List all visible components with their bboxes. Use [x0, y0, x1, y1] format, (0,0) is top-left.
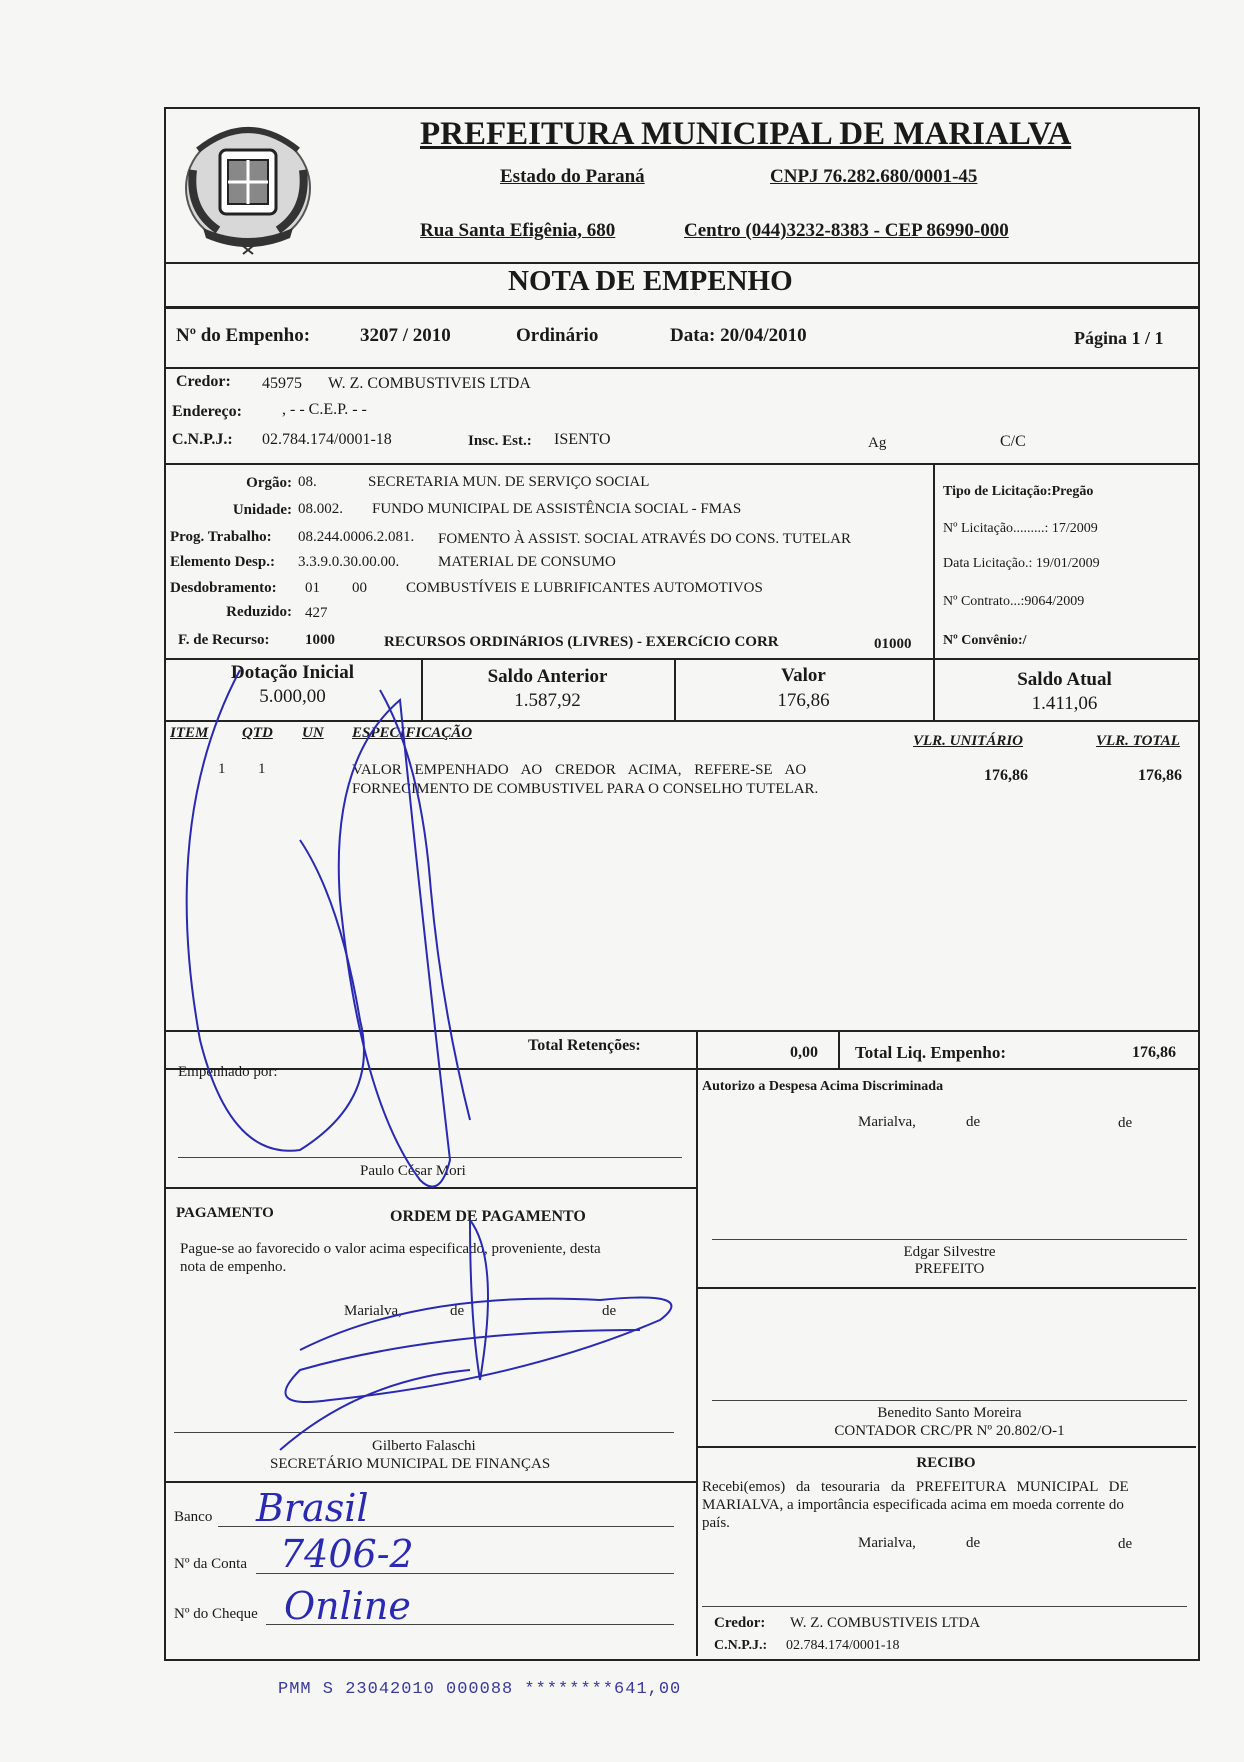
liquido-value: 176,86	[1132, 1044, 1176, 1061]
empenhado-label: Empenhado por:	[178, 1064, 278, 1080]
signature-line	[712, 1239, 1187, 1240]
empenho-number: 3207 / 2010	[360, 325, 451, 346]
autorizo-de-1: de	[966, 1114, 981, 1130]
pagamento-label: PAGAMENTO	[176, 1205, 274, 1221]
item-number: 1	[218, 761, 226, 777]
divider	[164, 306, 1198, 309]
desdobramento-code-2: 00	[352, 580, 367, 596]
payment-stamp: PMM S 23042010 000088 ********641,00	[278, 1680, 682, 1699]
banco-label: Banco	[174, 1509, 213, 1525]
prog-label: Prog. Trabalho:	[170, 529, 272, 545]
recurso-code: 1000	[305, 632, 335, 648]
retencoes-label: Total Retenções:	[528, 1037, 641, 1054]
reduzido-value: 427	[305, 605, 328, 621]
pagamento-de-2: de	[602, 1303, 617, 1319]
secretario-name: Gilberto Falaschi	[372, 1438, 476, 1454]
divider	[696, 1030, 698, 1656]
municipality-contact: Centro (044)3232-8383 - CEP 86990-000	[684, 220, 1009, 241]
municipality-cnpj: CNPJ 76.282.680/0001-45	[770, 166, 978, 187]
ordem-pagamento-label: ORDEM DE PAGAMENTO	[390, 1208, 586, 1225]
col-total-value: VLR. TOTAL	[1096, 733, 1180, 749]
autorizo-place: Marialva,	[858, 1114, 916, 1130]
unidade-code: 08.002.	[298, 501, 343, 517]
conta-handwriting: 7406-2	[280, 1532, 414, 1576]
conta-label: Nº da Conta	[174, 1556, 247, 1572]
divider	[696, 1446, 1196, 1448]
page-number: Página 1 / 1	[1074, 328, 1164, 348]
recurso-label: F. de Recurso:	[178, 632, 270, 648]
empenho-date: Data: 20/04/2010	[670, 325, 807, 346]
cnpj-label: C.N.P.J.:	[172, 431, 233, 448]
cheque-handwriting: Online	[284, 1584, 411, 1628]
autorizo-label: Autorizo a Despesa Acima Discriminada	[702, 1079, 944, 1094]
recibo-text-3: país.	[702, 1515, 730, 1531]
col-unit-value: VLR. UNITÁRIO	[913, 733, 1024, 749]
dotacao-label: Dotação Inicial	[231, 662, 354, 683]
item-spec-line-1: VALOR EMPENHADO AO CREDOR ACIMA, REFERE-SE AO	[352, 762, 807, 778]
recibo-place: Marialva,	[858, 1535, 916, 1551]
insc-label: Insc. Est.:	[468, 433, 532, 449]
retencoes-value: 0,00	[790, 1044, 818, 1061]
pagamento-de-1: de	[450, 1303, 465, 1319]
state-name: Estado do Paraná	[500, 166, 645, 187]
desdobramento-label: Desdobramento:	[170, 580, 277, 596]
recurso-name: RECURSOS ORDINáRIOS (LIVRES) - EXERCíCIO CORR	[384, 634, 779, 650]
saldo-anterior-label: Saldo Anterior	[487, 666, 608, 687]
item-spec-line-2: FORNECIMENTO DE COMBUSTIVEL PARA O CONSELHO TUTELAR.	[352, 781, 819, 797]
credor-label: Credor:	[176, 373, 231, 390]
credor-name: W. Z. COMBUSTIVEIS LTDA	[328, 375, 531, 392]
divider	[164, 367, 1198, 369]
saldo-atual-label: Saldo Atual	[1017, 669, 1112, 690]
orgao-code: 08.	[298, 474, 317, 490]
address-label: Endereço:	[172, 403, 242, 420]
account-label: C/C	[1000, 433, 1026, 450]
prefeito-name: Edgar Silvestre	[903, 1244, 996, 1260]
dotacao-value: 5.000,00	[259, 686, 326, 707]
recibo-cnpj: 02.784.174/0001-18	[786, 1638, 900, 1653]
unidade-name: FUNDO MUNICIPAL DE ASSISTÊNCIA SOCIAL - FMAS	[372, 501, 742, 517]
licitacao-type: Tipo de Licitação:Pregão	[943, 484, 1094, 499]
desdobramento-code-1: 01	[305, 580, 320, 596]
item-qtd: 1	[258, 761, 266, 777]
elemento-label: Elemento Desp.:	[170, 554, 275, 570]
document-title: NOTA DE EMPENHO	[508, 265, 793, 297]
divider	[164, 1068, 1198, 1070]
recibo-text-1: Recebi(emos) da tesouraria da PREFEITURA MUNICIPAL DE	[702, 1479, 1129, 1495]
recibo-label: RECIBO	[916, 1455, 976, 1471]
saldo-anterior-value: 1.587,92	[514, 690, 581, 711]
cheque-label: Nº do Cheque	[174, 1606, 258, 1622]
divider	[164, 463, 1198, 465]
secretario-role: SECRETÁRIO MUNICIPAL DE FINANÇAS	[270, 1456, 551, 1472]
recibo-de-2: de	[1118, 1536, 1133, 1552]
empenhado-signer: Paulo César Mori	[360, 1163, 466, 1179]
divider	[696, 1287, 1196, 1289]
divider	[164, 1030, 1198, 1032]
valor-value: 176,86	[777, 690, 830, 711]
col-qtd: QTD	[242, 725, 273, 741]
divider	[164, 1481, 696, 1483]
unidade-label: Unidade:	[232, 502, 292, 518]
credor-insc: ISENTO	[554, 431, 611, 448]
recibo-credor-name: W. Z. COMBUSTIVEIS LTDA	[790, 1615, 981, 1631]
recibo-de-1: de	[966, 1535, 981, 1551]
licitacao-date: Data Licitação.: 19/01/2009	[943, 556, 1100, 571]
recibo-credor-label: Credor:	[714, 1615, 766, 1631]
pagamento-text-2: nota de empenho.	[180, 1259, 287, 1275]
autorizo-de-2: de	[1118, 1115, 1133, 1131]
saldo-atual-value: 1.411,06	[1031, 693, 1098, 714]
signature-line	[174, 1432, 674, 1433]
divider	[164, 1187, 696, 1189]
divider	[933, 463, 935, 658]
prefeito-role: PREFEITO	[914, 1261, 985, 1277]
pagamento-text-1: Pague-se ao favorecido o valor acima especificado, proveniente, desta	[180, 1241, 601, 1257]
agency-label: Ag	[868, 435, 887, 451]
empenho-number-label: Nº do Empenho:	[176, 325, 311, 346]
divider	[164, 262, 1198, 264]
credor-code: 45975	[262, 375, 302, 392]
convenio-number: Nº Convênio:/	[943, 633, 1027, 648]
item-unit-value: 176,86	[984, 767, 1028, 784]
municipality-title: PREFEITURA MUNICIPAL DE MARIALVA	[420, 116, 1072, 152]
divider	[164, 658, 1198, 660]
col-un: UN	[302, 725, 324, 741]
divider	[164, 720, 1198, 722]
recibo-text-2: MARIALVA, a importância especificada acima em moeda corrente do	[702, 1497, 1124, 1513]
empenho-type: Ordinário	[516, 325, 599, 346]
reduzido-label: Reduzido:	[226, 604, 292, 620]
municipality-address: Rua Santa Efigênia, 680	[420, 220, 616, 241]
contador-name: Benedito Santo Moreira	[877, 1405, 1022, 1421]
credor-address: , - - C.E.P. - -	[282, 401, 367, 418]
prog-code: 08.244.0006.2.081.	[298, 529, 415, 545]
item-total-value: 176,86	[1138, 767, 1182, 784]
orgao-name: SECRETARIA MUN. DE SERVIÇO SOCIAL	[368, 474, 650, 490]
prog-name: FOMENTO À ASSIST. SOCIAL ATRAVÉS DO CONS. TUTELAR	[438, 531, 851, 547]
elemento-code: 3.3.9.0.30.00.00.	[298, 554, 400, 570]
banco-handwriting: Brasil	[256, 1486, 369, 1530]
signature-line	[702, 1606, 1187, 1607]
pagamento-place: Marialva,	[344, 1303, 402, 1319]
signature-line	[178, 1157, 682, 1158]
licitacao-number: Nº Licitação.........: 17/2009	[943, 521, 1098, 536]
recurso-code-2: 01000	[874, 636, 912, 652]
liquido-label: Total Liq. Empenho:	[855, 1043, 1006, 1062]
signature-line	[712, 1400, 1187, 1401]
recibo-cnpj-label: C.N.P.J.:	[714, 1638, 768, 1653]
municipal-seal	[178, 110, 318, 255]
credor-cnpj: 02.784.174/0001-18	[262, 431, 392, 448]
valor-label: Valor	[781, 665, 826, 686]
col-item: ITEM	[170, 725, 209, 741]
orgao-label: Orgão:	[246, 475, 292, 491]
divider	[838, 1030, 840, 1068]
desdobramento-name: COMBUSTÍVEIS E LUBRIFICANTES AUTOMOTIVOS	[406, 580, 763, 596]
elemento-name: MATERIAL DE CONSUMO	[438, 554, 616, 570]
contract-number: Nº Contrato...:9064/2009	[943, 594, 1085, 609]
col-spec: ESPECIFICAÇÃO	[352, 725, 473, 741]
contador-role: CONTADOR CRC/PR Nº 20.802/O-1	[834, 1423, 1065, 1439]
